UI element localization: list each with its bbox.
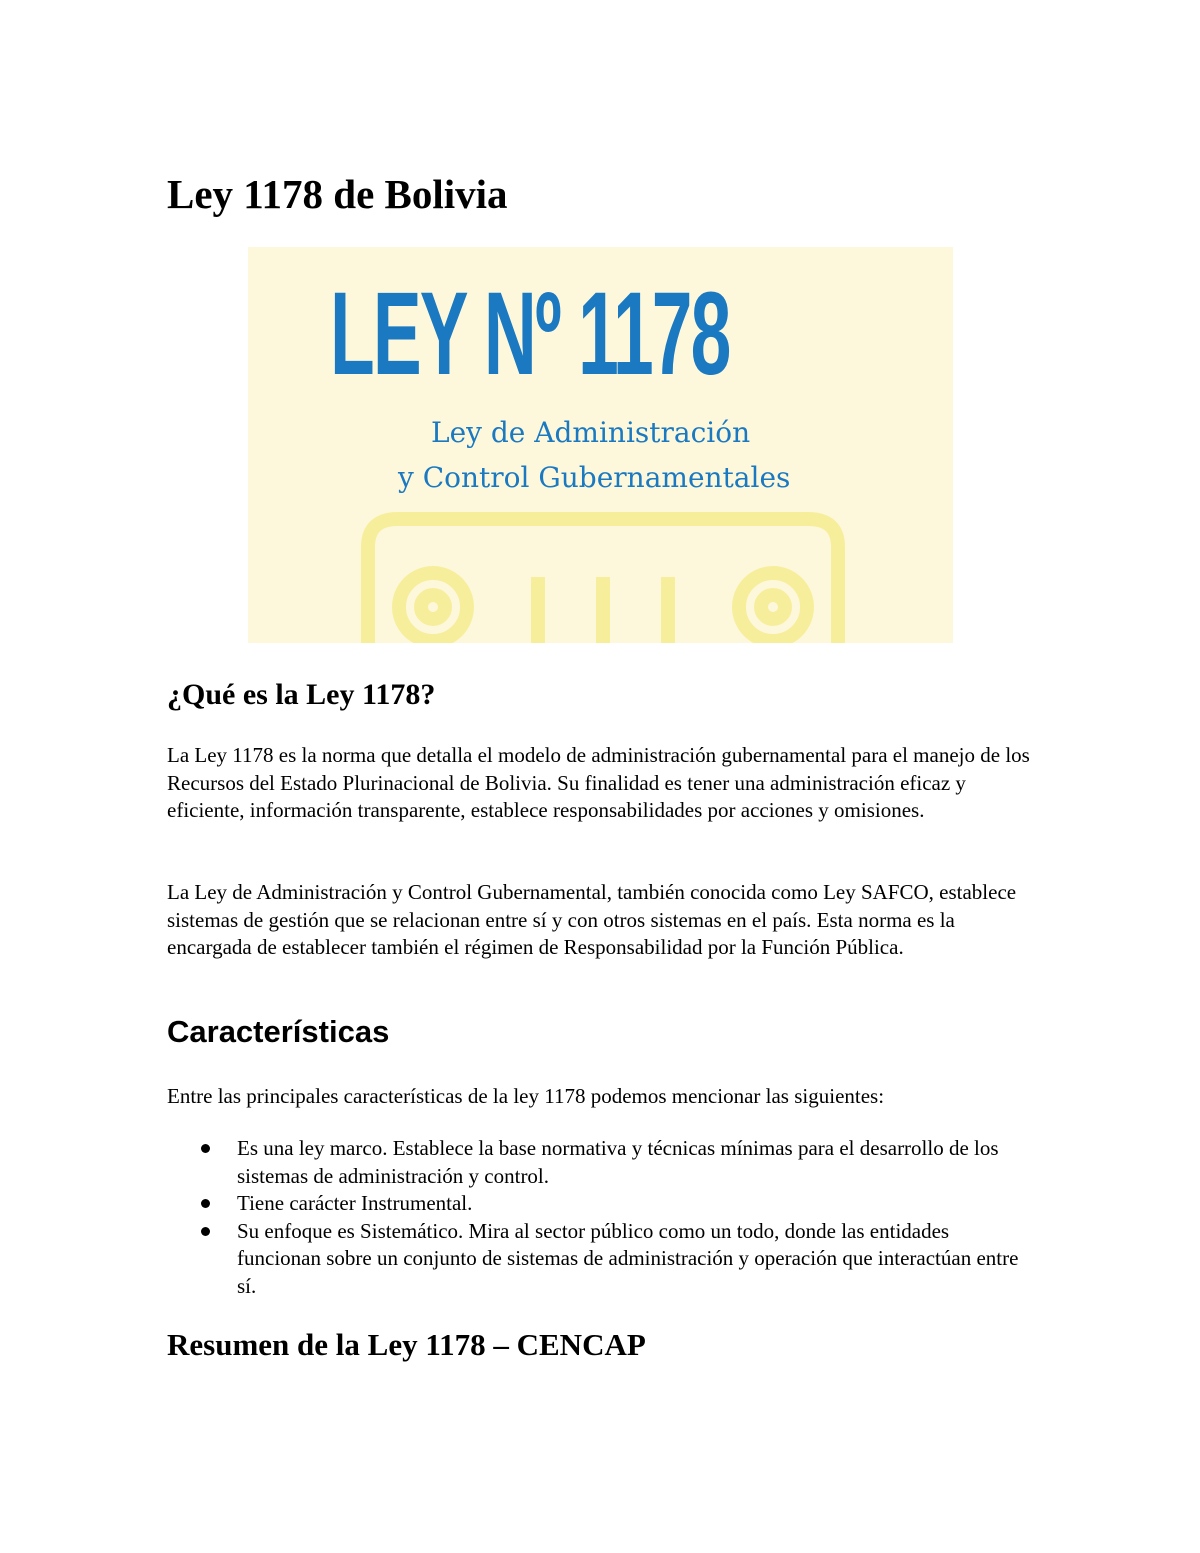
list-item-text: Tiene carácter Instrumental. [237, 1191, 473, 1215]
list-item [167, 1190, 1037, 1218]
paragraph-safco: La Ley de Administración y Control Gubernamental, también conocida como Ley SAFCO, establece sistemas de gestión que se relacionan entre sí y con otros sistemas en el país. Esta norma es la encargada de establecer también el régimen de Responsabilidad por la Función Pública. [167, 880, 1017, 959]
banner-subtitle-line1: Ley de Administración [431, 416, 751, 449]
list-item-text: Su enfoque es Sistemático. Mira al sector público como un todo, donde las entidades funcionan sobre un conjunto de sistemas de administración y operación que interactúan entre sí. [237, 1218, 1019, 1298]
list-item [167, 1218, 1037, 1301]
paragraph-definition: La Ley 1178 es la norma que detalla el modelo de administración gubernamental para el manejo de los Recursos del Estado Plurinacional de Bolivia. Su finalidad es tener una administración eficaz y eficiente, información transparente, establece responsabilidades por acciones y omisiones. [167, 743, 1030, 822]
section-heading-what-is: ¿Qué es la Ley 1178? [167, 678, 436, 711]
list-item-text: Es una ley marco. Establece la base normativa y técnicas mínimas para el desarrollo de los sistemas de administración y control. [237, 1136, 999, 1188]
section-heading-summary: Resumen de la Ley 1178 – CENCAP [167, 1327, 646, 1362]
bullet-icon [201, 1199, 210, 1208]
bullet-icon [201, 1227, 210, 1236]
list-item [167, 1135, 1037, 1190]
section-heading-features: Características [167, 1014, 390, 1049]
law-banner-image [248, 247, 953, 643]
paragraph-features-intro: Entre las principales características de la ley 1178 podemos mencionar las siguientes: [167, 1084, 885, 1108]
features-list [167, 1135, 1037, 1300]
banner-law-number: LEY Nº 1178 [330, 268, 730, 400]
banner-subtitle-line2: y Control Gubernamentales [398, 461, 791, 494]
bullet-icon [201, 1144, 210, 1153]
document-title: Ley 1178 de Bolivia [167, 171, 508, 217]
